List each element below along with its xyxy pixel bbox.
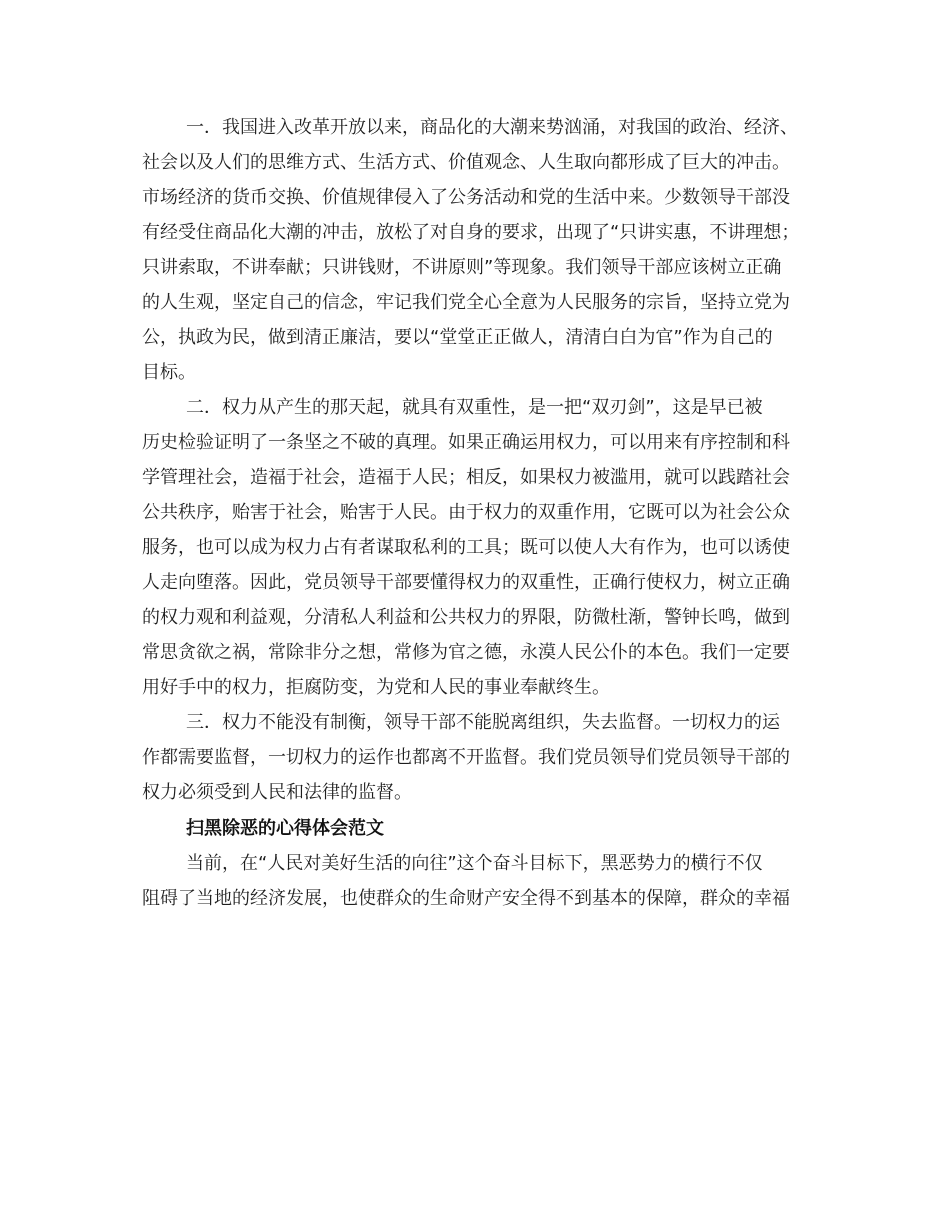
paragraph-3-line-1: 三．权力不能没有制衡，领导干部不能脱离组织，失去监督。一切权力的运	[186, 712, 780, 733]
paragraph-2-line-3: 学管理社会，造福于社会，造福于人民；相反，如果权力被滥用，就可以践踏社会	[142, 467, 790, 488]
paragraph-1-line-6: 的人生观，坚定自己的信念，牢记我们党全心全意为人民服务的宗旨，坚持立党为	[142, 292, 790, 313]
paragraph-1-line-4: 有经受住商品化大潮的冲击，放松了对自身的要求，出现了“只讲实惠，不讲理想；	[142, 222, 800, 243]
paragraph-1-line-2: 社会以及人们的思维方式、生活方式、价值观念、人生取向都形成了巨大的冲击。	[142, 152, 790, 173]
paragraph-1-line-5: 只讲索取，不讲奉献；只讲钱财，不讲原则”等现象。我们领导干部应该树立正确	[142, 257, 782, 278]
paragraph-2-line-7: 的权力观和利益观，分清私人利益和公共权力的界限，防微杜渐，警钟长鸣，做到	[142, 607, 790, 628]
paragraph-2-line-8: 常思贪欲之祸，常除非分之想，常修为官之德，永漠人民公仆的本色。我们一定要	[142, 642, 790, 663]
paragraph-2-line-2: 历史检验证明了一条坚之不破的真理。如果正确运用权力，可以用来有序控制和科	[142, 432, 790, 453]
paragraph-2-line-5: 服务，也可以成为权力占有者谋取私利的工具；既可以使人大有作为，也可以诱使	[142, 537, 790, 558]
paragraph-2-line-4: 公共秩序，贻害于社会，贻害于人民。由于权力的双重作用，它既可以为社会公众	[142, 502, 790, 523]
paragraph-2-line-9: 用好手中的权力，拒腐防变，为党和人民的事业奉献终生。	[142, 677, 610, 698]
paragraph-3-line-3: 权力必须受到人民和法律的监督。	[142, 782, 412, 803]
paragraph-2-line-6: 人走向堕落。因此，党员领导干部要懂得权力的双重性，正确行使权力，树立正确	[142, 572, 790, 593]
paragraph-3-line-2: 作都需要监督，一切权力的运作也都离不开监督。我们党员领导们党员领导干部的	[142, 747, 790, 768]
paragraph-1-line-3: 市场经济的货币交换、价值规律侵入了公务活动和党的生活中来。少数领导干部没	[142, 187, 790, 208]
paragraph-1-line-1: 一．我国进入改革开放以来，商品化的大潮来势汹涌，对我国的政治、经济、	[186, 117, 798, 138]
paragraph-2-line-1: 二．权力从产生的那天起，就具有双重性，是一把“双刃剑”，这是早已被	[186, 397, 763, 418]
paragraph-1-line-7: 公，执政为民，做到清正廉洁，要以“堂堂正正做人，清清白白为官”作为自己的	[142, 327, 773, 348]
section-heading: 扫黑除恶的心得体会范文	[186, 818, 384, 839]
last-paragraph-line-2: 阻碍了当地的经济发展，也使群众的生命财产安全得不到基本的保障，群众的幸福	[142, 888, 790, 909]
paragraph-1-line-8: 目标。	[142, 362, 196, 383]
last-paragraph-line-1: 当前，在“人民对美好生活的向往”这个奋斗目标下，黑恶势力的横行不仅	[186, 853, 763, 874]
